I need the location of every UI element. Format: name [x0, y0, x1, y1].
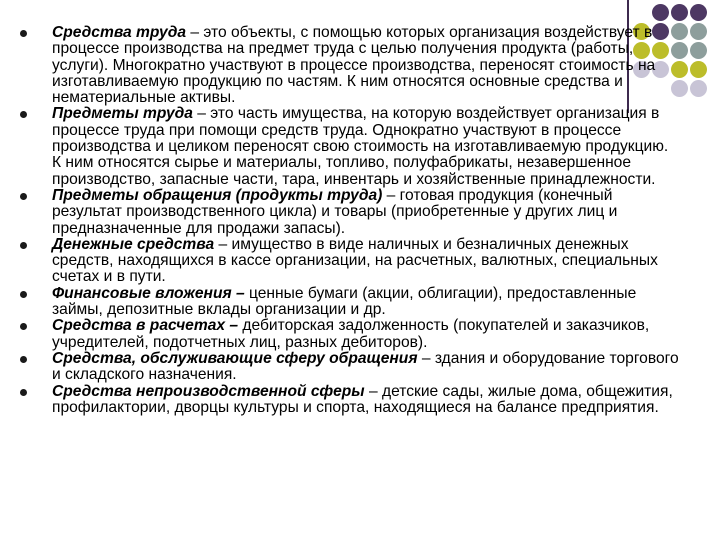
list-item: [20, 351, 680, 384]
item-term: Средства непроизводственной сферы: [52, 382, 365, 400]
item-description: дебиторская задолженность (покупателей и заказчиков, учредителей, подотчетных лиц, разных дебиторов).: [52, 317, 650, 351]
item-term: Предметы труда: [52, 105, 193, 123]
item-description: – готовая продукция (конечный результат производственного цикла) и товары (приобретенные у других лиц и предназначенные для продажи запасы).: [52, 186, 618, 237]
decorative-dot-purple: [652, 4, 669, 21]
bullet-icon: [20, 193, 27, 200]
item-description: – детские сады, жилые дома, общежития, профилактории, дворцы культуры и спорта, находящиеся на балансе предприятия.: [52, 382, 673, 416]
list-item: [20, 384, 680, 417]
item-term: Финансовые вложения –: [52, 284, 245, 302]
item-description: – это объекты, с помощью которых организация воздействует в процессе производства на предмет труда с целью получения продукта (работы, услуги). Многократно участвуют в процессе производства, переносят стоимость на изготавливаемую продукцию по частям. К ним относятся основные средства и нематериальные активы.: [52, 24, 656, 107]
decorative-dot-lilac: [690, 80, 707, 97]
decorative-dot-empty: [633, 4, 650, 21]
list-item: [20, 25, 680, 106]
list-item: [20, 237, 680, 286]
bullet-icon: [20, 242, 27, 249]
bullet-icon: [20, 291, 27, 298]
list-item: [20, 188, 680, 237]
item-description: – здания и оборудование торгового и складского назначения.: [52, 349, 679, 384]
decorative-dot-purple: [690, 4, 707, 21]
item-term: Средства, обслуживающие сферу обращения: [52, 349, 418, 367]
item-description: – это часть имущества, на которую воздействует организация в процессе труда при помощи средств труда. Однократно участвуют в процессе производства и целиком переносят свою стоимость на изготавливаемую продукцию. К ним относятся сырье и материалы, топливо, полуфабрикаты, незавершенное производство, запасные части, тара, инвентарь и хозяйственные принадлежности.: [52, 105, 669, 188]
decorative-dot-purple: [671, 4, 688, 21]
item-description: ценные бумаги (акции, облигации), предоставленные займы, депозитные вклады организации и др.: [52, 284, 637, 319]
item-term: Денежные средства: [52, 235, 215, 253]
bullet-icon: [20, 356, 27, 363]
item-term: Предметы обращения (продукты труда): [52, 186, 383, 204]
assets-bullet-list: [20, 25, 680, 416]
bullet-icon: [20, 323, 27, 330]
list-item: [20, 286, 680, 319]
bullet-icon: [20, 111, 27, 118]
item-term: Средства в расчетах –: [52, 317, 239, 335]
item-term: Средства труда: [52, 24, 187, 41]
decorative-dot-olive: [690, 61, 707, 78]
list-item: [20, 318, 680, 351]
bullet-icon: [20, 389, 27, 396]
list-item: [20, 106, 680, 187]
bullet-icon: [20, 30, 27, 37]
item-description: – имущество в виде наличных и безналичных денежных средств, находящихся в кассе организации, на расчетных, валютных, специальных счетах и в пути.: [52, 235, 658, 286]
decorative-dot-gray: [690, 42, 707, 59]
decorative-dot-gray: [690, 23, 707, 40]
